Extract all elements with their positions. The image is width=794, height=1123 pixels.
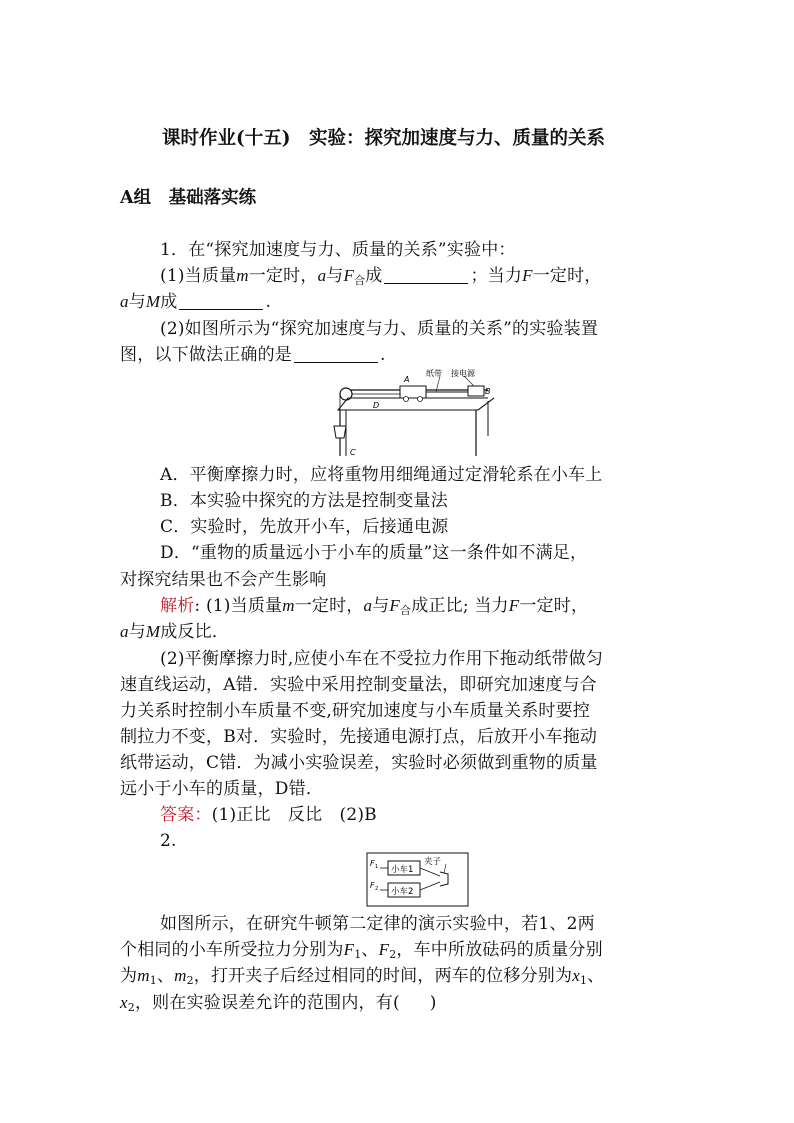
cart (400, 386, 426, 398)
section-heading: A组 基础落实练 (120, 188, 257, 208)
analysis-part2-line2: 速直线运动，A错．实验中采用控制变量法，即研究加速度与合 (120, 675, 597, 695)
analysis-line2: a与M成反比． (120, 622, 230, 642)
answer-blank-1[interactable] (384, 266, 468, 284)
analysis-label: 解析 (160, 596, 195, 616)
pulley (340, 388, 352, 400)
svg-text:纸带: 纸带 (426, 369, 442, 378)
svg-text:C: C (350, 448, 356, 457)
answer-label: 答案： (160, 805, 212, 825)
svg-text:接电源: 接电源 (451, 369, 475, 378)
option-d-continued: 对探究结果也不会产生影响 (120, 570, 327, 590)
weight (334, 426, 346, 438)
option-a: A．平衡摩擦力时，应将重物用细绳通过定滑轮系在小车上 (160, 465, 603, 485)
question-1-stem: 1．在“探究加速度与力、质量的关系”实验中： (160, 240, 516, 260)
svg-text:F: F (370, 881, 375, 890)
option-b: B．本实验中探究的方法是控制变量法 (160, 491, 448, 511)
table-top (338, 398, 494, 410)
question-2-line1: 如图所示，在研究牛顿第二定律的演示实验中，若1、2两 (160, 914, 595, 934)
question-1-part2-line2: 图，以下做法正确的是 . (120, 345, 386, 365)
answer-blank-3[interactable] (294, 345, 378, 363)
svg-text:1: 1 (375, 864, 379, 870)
analysis-part2-line5: 纸带运动，C错．为减小实验误差，实验时必须做到重物的质量 (120, 753, 598, 773)
analysis-part2-line4: 制拉力不变，B对．实验时，先接通电源打点，后放开小车拖动 (120, 727, 598, 747)
svg-text:D: D (373, 401, 380, 410)
svg-text:2: 2 (375, 886, 379, 892)
svg-text:B: B (485, 387, 491, 396)
svg-text:小车2: 小车2 (391, 887, 414, 897)
page-title: 课时作业(十五) 实验：探究加速度与力、质量的关系 (162, 128, 606, 149)
analysis-part2-line1: (2)平衡摩擦力时,应使小车在不受拉力作用下拖动纸带做匀 (160, 649, 604, 669)
analysis-line1: 解析: (1)当质量m一定时，a与$F_合$成正比; 当力F一定时， (160, 596, 589, 617)
answer-blank-2[interactable] (179, 292, 263, 310)
two-carts-figure (366, 852, 470, 908)
analysis-part2-line3: 力关系时控制小车质量不变,研究加速度与小车质量关系时要控 (120, 701, 591, 721)
svg-text:A: A (404, 375, 410, 384)
question-2-line4: $x_2$，则在实验误差允许的范围内，有( ) (120, 993, 437, 1014)
question-1-part2-line1: (2)如图所示为“探究加速度与力、质量的关系”的实验装置 (160, 319, 599, 339)
question-2-line2: 个相同的小车所受拉力分别为$F_1$、$F_2$，车中所放砝码的质量分别 (120, 940, 603, 961)
experiment-apparatus-figure (328, 366, 498, 458)
option-c: C．实验时，先放开小车，后接通电源 (160, 517, 449, 537)
answer-line: 答案：(1)正比 反比 (2)B (160, 805, 377, 825)
question-2-line3: 为$m_1$、$m_2$，打开夹子后经过相同的时间，两车的位移分别为$x_1$、 (120, 966, 605, 987)
timer (468, 386, 484, 396)
option-d: D．“重物的质量远小于小车的质量”这一条件如不满足， (160, 543, 588, 563)
analysis-part2-line6: 远小于小车的质量，D错． (120, 779, 324, 799)
question-1-part1-line1: (1)当质量m一定时，a与$F_合$成 ；当力F一定时， (160, 266, 602, 287)
svg-text:F: F (370, 859, 375, 868)
question-1-part1-line2: a与M成 . (120, 292, 272, 312)
question-2-number: 2. (160, 831, 177, 851)
svg-text:小车1: 小车1 (391, 865, 414, 875)
svg-text:夹子: 夹子 (424, 857, 442, 867)
